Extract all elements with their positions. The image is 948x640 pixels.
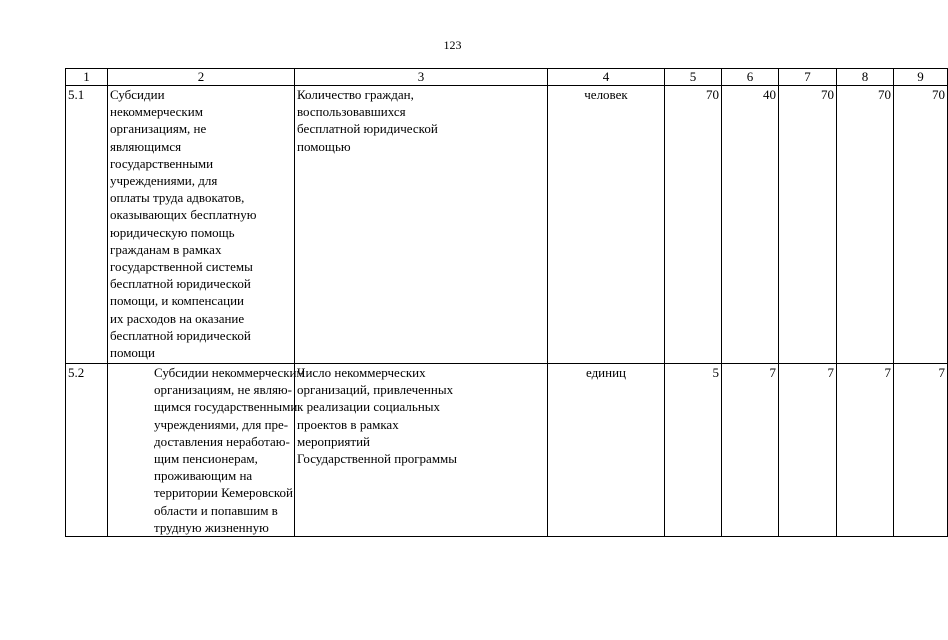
description-line: бесплатной юридической <box>110 327 251 343</box>
description-line: щим пенсионерам, <box>154 451 258 467</box>
column-header: 5 <box>665 69 722 86</box>
column-header: 1 <box>66 69 108 86</box>
description-line: щимся государственными <box>154 399 298 415</box>
indicators-table <box>65 68 948 537</box>
row-value: 70 <box>894 86 948 364</box>
row-unit: человек <box>548 86 665 364</box>
column-header: 7 <box>779 69 837 86</box>
description-line: помощи <box>110 345 155 361</box>
description-line: организациям, не <box>110 121 207 137</box>
description-line: некоммерческим <box>110 104 203 120</box>
row-value: 7 <box>894 364 948 537</box>
row-value: 7 <box>779 364 837 537</box>
row-unit: единиц <box>548 364 665 537</box>
row-description <box>108 86 295 364</box>
indicator-line: бесплатной юридической <box>297 121 438 137</box>
page-number: 123 <box>443 38 462 52</box>
description-line: области и попавшим в <box>154 502 278 518</box>
description-line: бесплатной юридической <box>110 276 251 292</box>
indicator-line: Государственной программы <box>297 451 458 467</box>
row-value: 70 <box>837 86 894 364</box>
indicator-line: к реализации социальных <box>297 399 441 415</box>
description-line: доставления неработаю- <box>154 433 290 449</box>
description-line: проживающим на <box>154 468 253 484</box>
indicator-line: воспользовавшихся <box>297 104 406 120</box>
indicator-line: проектов в рамках <box>297 416 399 432</box>
row-value: 7 <box>837 364 894 537</box>
row-description <box>108 364 305 537</box>
row-number: 5.2 <box>66 364 108 537</box>
description-line: трудную жизненную <box>154 519 269 535</box>
description-line: Субсидии <box>110 87 165 102</box>
indicator-line: Число некоммерческих <box>297 365 426 380</box>
description-line: помощи, и компенсации <box>110 293 244 309</box>
table-header-row <box>66 69 948 86</box>
description-line: Субсидии некоммерческим <box>154 365 305 380</box>
table-row <box>66 364 948 537</box>
description-line: территории Кемеровской <box>154 485 293 501</box>
description-line: оплаты труда адвокатов, <box>110 190 245 206</box>
column-header: 6 <box>722 69 779 86</box>
description-line: юридическую помощь <box>110 224 235 240</box>
row-value: 70 <box>665 86 722 364</box>
description-line: учреждениями, для пре- <box>154 416 289 432</box>
row-value: 70 <box>779 86 837 364</box>
column-header: 3 <box>295 69 548 86</box>
description-line: государственной системы <box>110 259 253 275</box>
description-line: организациям, не являю- <box>154 382 292 398</box>
column-header: 4 <box>548 69 665 86</box>
row-value: 5 <box>665 364 722 537</box>
column-header: 9 <box>894 69 948 86</box>
description-line: учреждениями, для <box>110 173 218 189</box>
description-line: оказывающих бесплатную <box>110 207 257 223</box>
description-line: гражданам в рамках <box>110 241 222 257</box>
indicator-line: организаций, привлеченных <box>297 382 454 398</box>
column-header: 2 <box>108 69 295 86</box>
row-number: 5.1 <box>66 86 108 364</box>
description-line: их расходов на оказание <box>110 310 245 326</box>
description-line: государственными <box>110 155 214 171</box>
indicator-line: помощью <box>297 138 351 154</box>
row-indicator <box>295 86 548 364</box>
indicator-line: мероприятий <box>297 433 370 449</box>
indicator-line: Количество граждан, <box>297 87 414 102</box>
row-value: 7 <box>722 364 779 537</box>
description-line: являющимся <box>110 138 182 154</box>
column-header: 8 <box>837 69 894 86</box>
row-indicator <box>295 364 548 537</box>
table-row <box>66 86 948 364</box>
row-value: 40 <box>722 86 779 364</box>
